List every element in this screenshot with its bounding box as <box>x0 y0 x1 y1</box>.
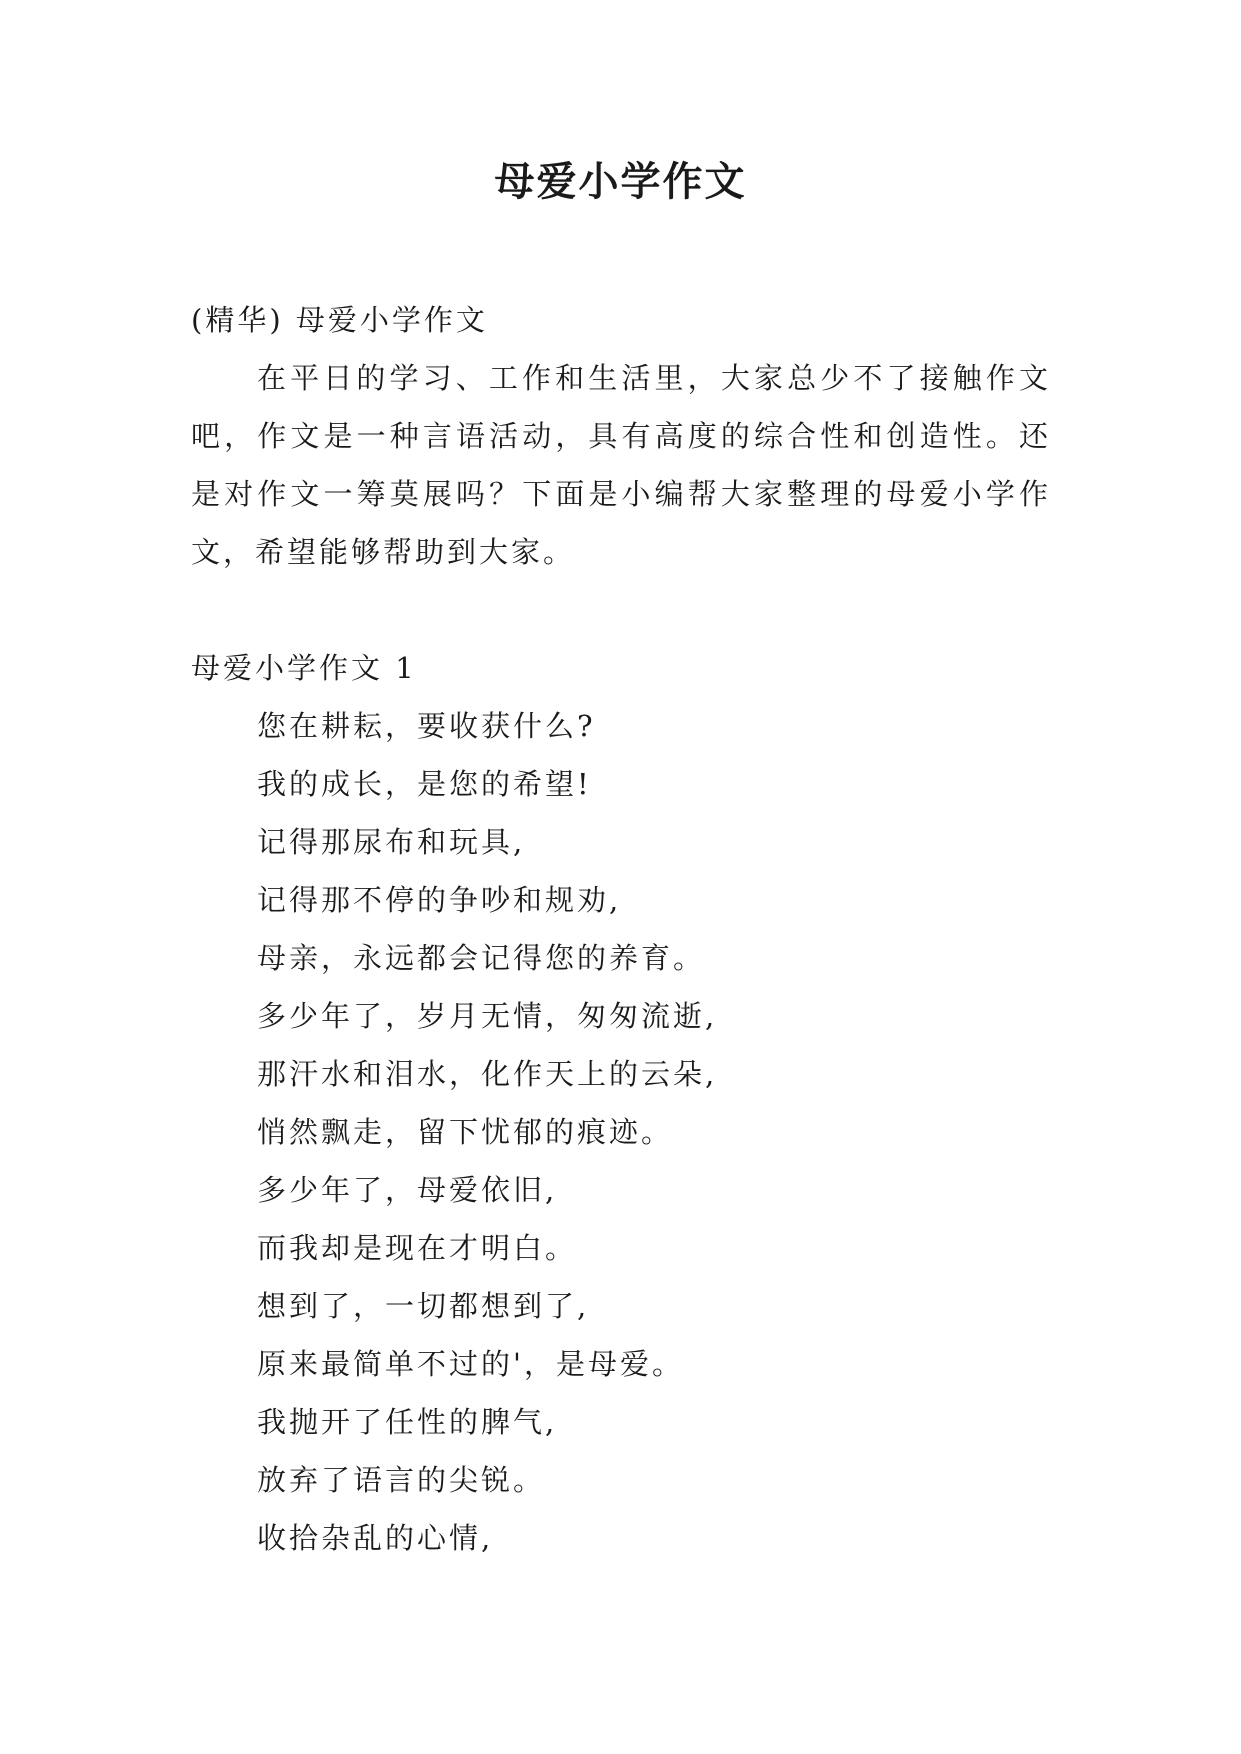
poem-block <box>191 697 1051 1567</box>
poem-line: 记得那不停的争吵和规劝, <box>257 883 622 917</box>
poem-line: 您在耕耘，要收获什么? <box>257 709 596 743</box>
poem-line: 悄然飘走，留下忧郁的痕迹。 <box>257 1115 674 1149</box>
poem-line: 我抛开了任性的脾气, <box>257 1405 558 1439</box>
intro-paragraph: 在平日的学习、工作和生活里，大家总少不了接触作文吧，作文是一种言语活动，具有高度的综合性和创造性。还是对作文一筹莫展吗？下面是小编帮大家整理的母爱小学作文，希望能够帮助到大家。 <box>191 361 1051 569</box>
document-subtitle: (精华) 母爱小学作文 <box>191 303 488 337</box>
poem-line: 多少年了，岁月无情，匆匆流逝, <box>257 999 718 1033</box>
paragraph-gap <box>191 581 1051 639</box>
poem-line: 原来最简单不过的'，是母爱。 <box>257 1347 684 1381</box>
poem-line: 那汗水和泪水，化作天上的云朵, <box>257 1057 718 1091</box>
section-heading: 母爱小学作文 1 <box>191 651 417 685</box>
document-body <box>191 291 1051 1567</box>
poem-line: 多少年了，母爱依旧, <box>257 1173 558 1207</box>
poem-line: 母亲，永远都会记得您的养育。 <box>257 941 706 975</box>
poem-line: 想到了，一切都想到了, <box>257 1289 590 1323</box>
poem-line: 我的成长，是您的希望! <box>257 767 592 801</box>
document-title: 母爱小学作文 <box>494 158 747 205</box>
poem-line: 放弃了语言的尖锐。 <box>257 1463 546 1497</box>
poem-line: 而我却是现在才明白。 <box>257 1231 578 1265</box>
poem-line: 记得那尿布和玩具, <box>257 825 526 859</box>
poem-line: 收拾杂乱的心情, <box>257 1521 494 1555</box>
